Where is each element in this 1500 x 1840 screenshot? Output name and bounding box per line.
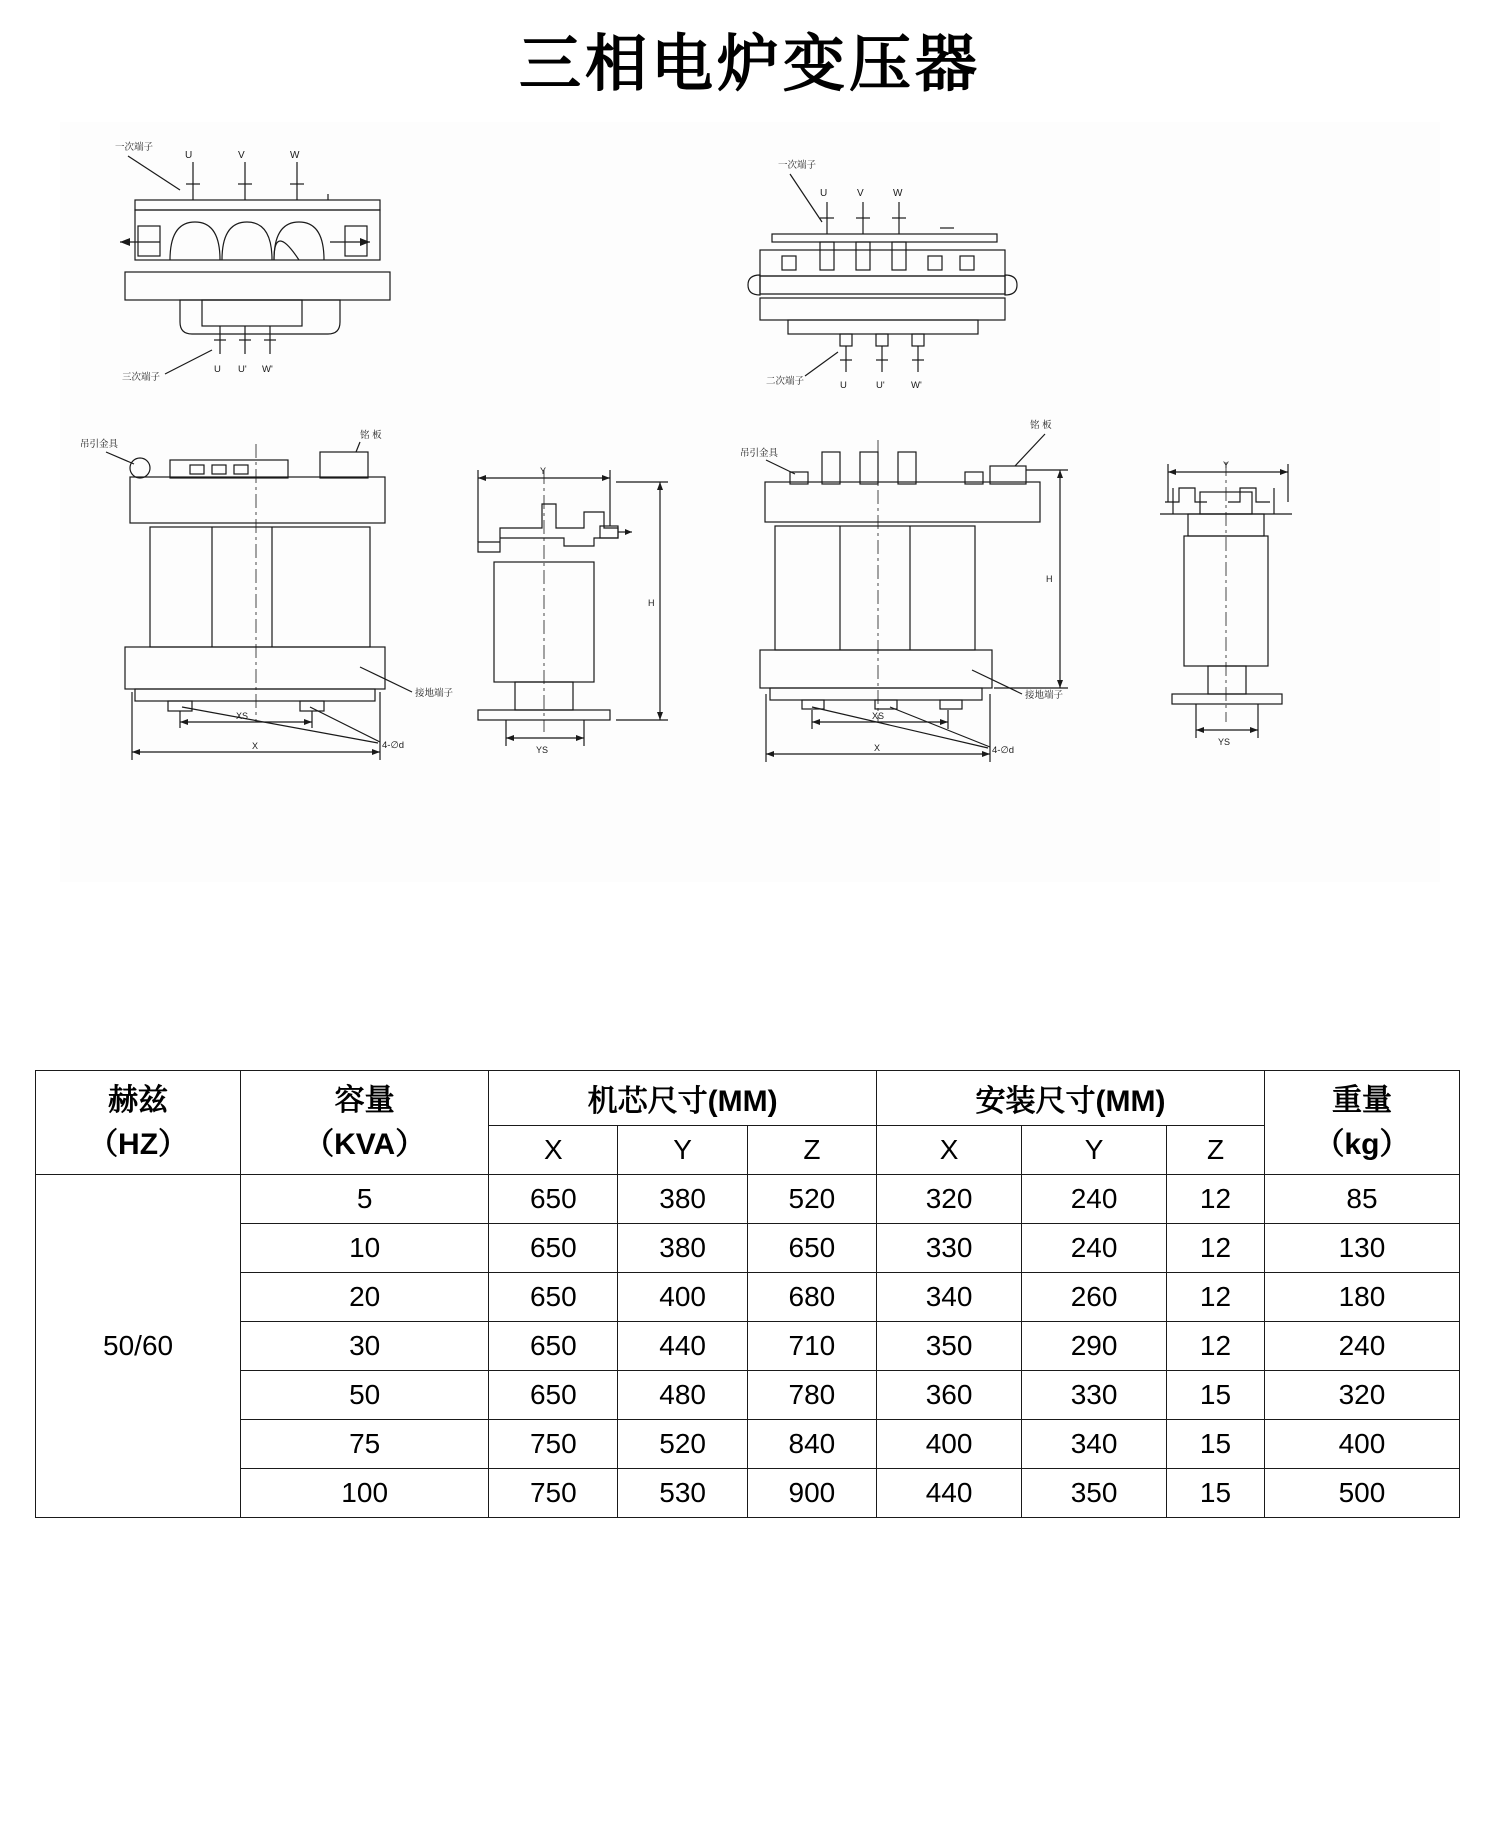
drawing-mid-right-front	[740, 419, 1068, 762]
svg-text:一次端子: 一次端子	[778, 160, 817, 172]
cell-mount-y: 290	[1022, 1322, 1167, 1371]
cell-kva: 20	[241, 1273, 489, 1322]
cell-kva: 75	[241, 1420, 489, 1469]
cell-mount-y: 240	[1022, 1224, 1167, 1273]
cell-mount-y: 330	[1022, 1371, 1167, 1420]
page-title: 三相电炉变压器	[518, 31, 981, 99]
drawing-top-right	[748, 159, 1017, 391]
header-weight: 重量 （kg）	[1264, 1071, 1459, 1175]
svg-text:4-∅d: 4-∅d	[992, 745, 1015, 757]
cell-core-z: 520	[747, 1175, 876, 1224]
svg-text:XS: XS	[236, 711, 249, 722]
cell-core-y: 520	[618, 1420, 747, 1469]
table-row	[36, 1322, 1460, 1371]
drawings-svg	[60, 122, 1440, 882]
cell-core-y: 480	[618, 1371, 747, 1420]
svg-text:W': W'	[262, 364, 273, 376]
svg-text:H: H	[1046, 574, 1053, 585]
svg-text:X: X	[874, 743, 881, 754]
svg-text:U: U	[185, 150, 193, 162]
cell-mount-x: 400	[877, 1420, 1022, 1469]
cell-core-z: 780	[747, 1371, 876, 1420]
svg-text:W': W'	[911, 380, 922, 392]
cell-mount-z: 15	[1167, 1469, 1265, 1518]
cell-weight: 240	[1264, 1322, 1459, 1371]
cell-mount-z: 12	[1167, 1322, 1265, 1371]
cell-weight: 500	[1264, 1469, 1459, 1518]
cell-kva: 10	[241, 1224, 489, 1273]
cell-kva: 50	[241, 1371, 489, 1420]
svg-text:YS: YS	[1218, 737, 1231, 748]
svg-text:U: U	[840, 380, 847, 392]
svg-text:U': U'	[238, 364, 247, 376]
header-core-z: Z	[747, 1126, 876, 1175]
cell-core-y: 440	[618, 1322, 747, 1371]
cell-mount-z: 15	[1167, 1420, 1265, 1469]
cell-mount-x: 340	[877, 1273, 1022, 1322]
table-row	[36, 1469, 1460, 1518]
cell-mount-y: 340	[1022, 1420, 1167, 1469]
table-header-row-1	[36, 1071, 1460, 1126]
svg-text:V: V	[238, 150, 245, 162]
spec-table	[35, 1070, 1460, 1518]
table-row	[36, 1371, 1460, 1420]
table-row	[36, 1175, 1460, 1224]
cell-mount-y: 260	[1022, 1273, 1167, 1322]
svg-text:接地端子: 接地端子	[415, 688, 454, 700]
cell-core-y: 400	[618, 1273, 747, 1322]
cell-weight: 85	[1264, 1175, 1459, 1224]
cell-mount-z: 12	[1167, 1273, 1265, 1322]
cell-mount-x: 330	[877, 1224, 1022, 1273]
svg-text:铭 板: 铭 板	[360, 430, 382, 442]
svg-text:铭 板: 铭 板	[1030, 420, 1052, 432]
drawing-mid-left-front	[80, 429, 454, 760]
cell-mount-y: 350	[1022, 1469, 1167, 1518]
cell-mount-z: 15	[1167, 1371, 1265, 1420]
svg-text:二次端子: 二次端子	[766, 376, 805, 388]
cell-core-x: 650	[489, 1273, 618, 1322]
svg-text:U': U'	[876, 380, 885, 392]
header-core-dimensions: 机芯尺寸(MM)	[489, 1071, 877, 1126]
cell-core-x: 650	[489, 1224, 618, 1273]
cell-mount-x: 360	[877, 1371, 1022, 1420]
cell-weight: 400	[1264, 1420, 1459, 1469]
header-mount-z: Z	[1167, 1126, 1265, 1175]
cell-hz-value: 50/60	[36, 1175, 241, 1518]
svg-text:U: U	[214, 364, 221, 376]
svg-text:三次端子: 三次端子	[122, 372, 161, 384]
cell-core-z: 840	[747, 1420, 876, 1469]
cell-mount-x: 320	[877, 1175, 1022, 1224]
header-mount-x: X	[877, 1126, 1022, 1175]
svg-text:一次端子: 一次端子	[115, 142, 154, 154]
svg-text:Y: Y	[1223, 460, 1230, 471]
header-core-x: X	[489, 1126, 618, 1175]
spec-table-container	[35, 1070, 1460, 1518]
cell-core-x: 750	[489, 1469, 618, 1518]
svg-text:Y: Y	[540, 466, 547, 477]
cell-kva: 30	[241, 1322, 489, 1371]
cell-core-y: 380	[618, 1175, 747, 1224]
cell-core-z: 650	[747, 1224, 876, 1273]
cell-kva: 5	[241, 1175, 489, 1224]
svg-text:接地端子: 接地端子	[1025, 690, 1064, 702]
cell-mount-z: 12	[1167, 1224, 1265, 1273]
svg-text:YS: YS	[536, 745, 549, 756]
table-row	[36, 1224, 1460, 1273]
cell-weight: 180	[1264, 1273, 1459, 1322]
cell-core-z: 900	[747, 1469, 876, 1518]
svg-text:U: U	[820, 188, 828, 200]
cell-weight: 130	[1264, 1224, 1459, 1273]
technical-drawings	[60, 122, 1440, 882]
svg-text:吊引金具: 吊引金具	[740, 448, 779, 460]
header-mount-y: Y	[1022, 1126, 1167, 1175]
header-mount-dimensions: 安装尺寸(MM)	[877, 1071, 1265, 1126]
svg-text:X: X	[252, 741, 259, 752]
cell-mount-x: 350	[877, 1322, 1022, 1371]
cell-core-z: 680	[747, 1273, 876, 1322]
svg-text:W: W	[290, 150, 300, 162]
cell-core-x: 750	[489, 1420, 618, 1469]
cell-mount-x: 440	[877, 1469, 1022, 1518]
cell-core-x: 650	[489, 1175, 618, 1224]
cell-core-y: 530	[618, 1469, 747, 1518]
svg-text:吊引金具: 吊引金具	[80, 439, 119, 451]
svg-text:4-∅d: 4-∅d	[382, 740, 405, 752]
drawing-mid-right-side	[1160, 460, 1292, 747]
svg-text:V: V	[857, 188, 864, 200]
cell-core-x: 650	[489, 1371, 618, 1420]
drawing-mid-left-side	[478, 466, 668, 755]
header-kva: 容量 （KVA）	[241, 1071, 489, 1175]
cell-mount-y: 240	[1022, 1175, 1167, 1224]
svg-text:W: W	[893, 188, 903, 200]
cell-core-z: 710	[747, 1322, 876, 1371]
cell-kva: 100	[241, 1469, 489, 1518]
cell-core-y: 380	[618, 1224, 747, 1273]
header-core-y: Y	[618, 1126, 747, 1175]
header-hz: 赫兹 （HZ）	[36, 1071, 241, 1175]
table-row	[36, 1273, 1460, 1322]
drawing-top-left	[115, 141, 390, 383]
svg-text:XS: XS	[872, 711, 885, 722]
cell-mount-z: 12	[1167, 1175, 1265, 1224]
cell-core-x: 650	[489, 1322, 618, 1371]
table-row	[36, 1420, 1460, 1469]
svg-text:H: H	[648, 598, 655, 609]
cell-weight: 320	[1264, 1371, 1459, 1420]
